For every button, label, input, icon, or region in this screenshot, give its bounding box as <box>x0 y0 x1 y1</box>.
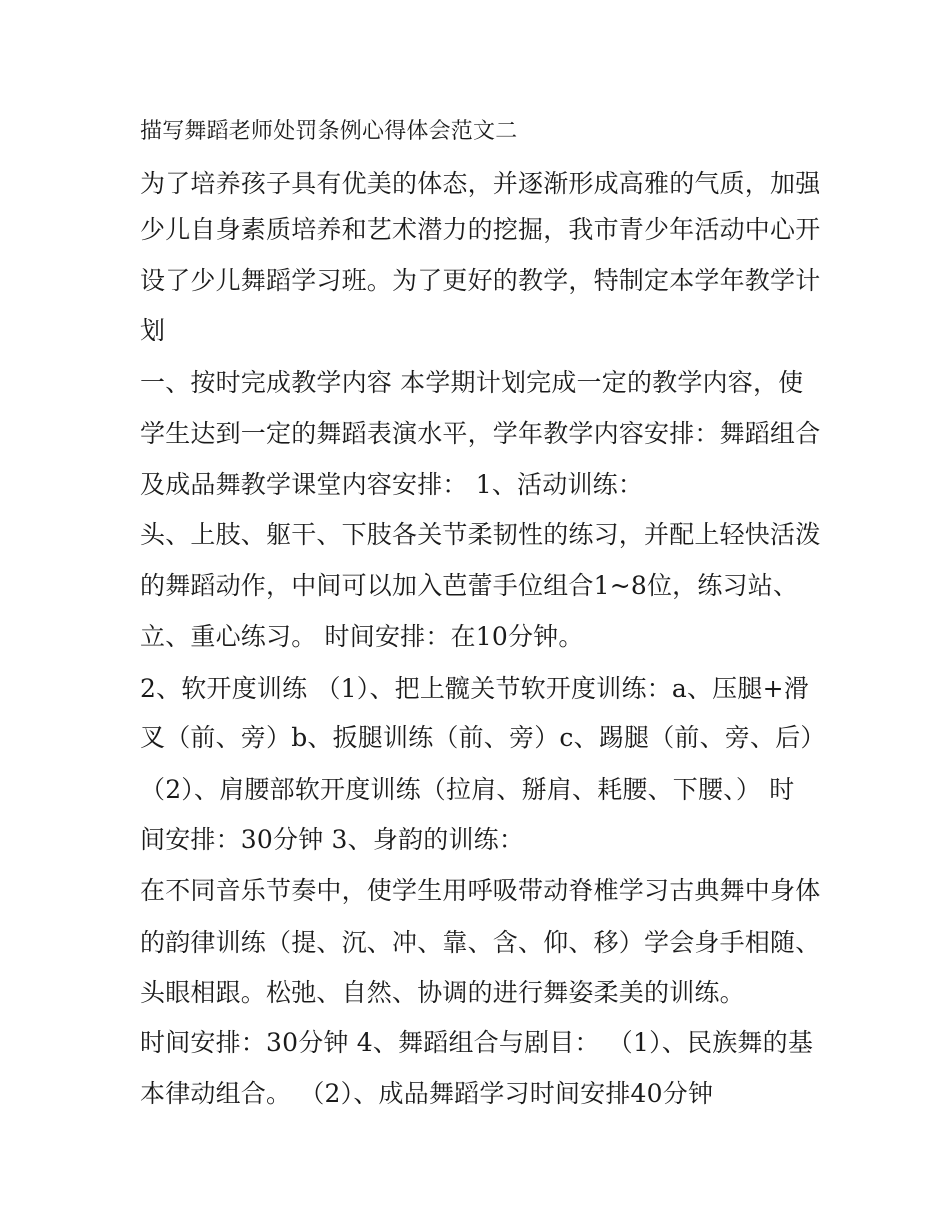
text-line: 时间安排：30分钟 4、舞蹈组合与剧目： （1）、民族舞的基 <box>140 1028 814 1057</box>
text-line: 为了培养孩子具有优美的体态，并逐渐形成高雅的气质，加强 <box>140 169 821 198</box>
text-line: 设了少儿舞蹈学习班。为了更好的教学，特制定本学年教学计 <box>140 266 821 295</box>
text-line: 叉（前、旁）b、扳腿训练（前、旁）c、踢腿（前、旁、后） <box>140 723 826 752</box>
text-line: 头、上肢、躯干、下肢各关节柔韧性的练习，并配上轻快活泼 <box>140 520 821 549</box>
text-line: 及成品舞教学课堂内容安排： 1、活动训练： <box>140 470 644 499</box>
text-line: 学生达到一定的舞蹈表演水平，学年教学内容安排：舞蹈组合 <box>140 419 821 448</box>
text-line: 一、按时完成教学内容 本学期计划完成一定的教学内容，使 <box>140 368 804 397</box>
text-line: 少儿自身素质培养和艺术潜力的挖掘，我市青少年活动中心开 <box>140 215 821 244</box>
text-line: 间安排：30分钟 3、身韵的训练： <box>140 825 525 854</box>
text-line: 2、软开度训练 （1）、把上髋关节软开度训练：a、压腿+滑 <box>140 674 809 703</box>
text-line: 本律动组合。 （2）、成品舞蹈学习时间安排40分钟 <box>140 1079 714 1108</box>
text-line: 的韵律训练（提、沉、冲、靠、含、仰、移）学会身手相随、 <box>140 928 821 957</box>
text-line: 划 <box>140 316 166 345</box>
text-line: 的舞蹈动作，中间可以加入芭蕾手位组合1~8位，练习站、 <box>140 571 799 600</box>
text-line: （2）、肩腰部软开度训练（拉肩、掰肩、耗腰、下腰、） 时 <box>140 775 795 804</box>
document-title: 描写舞蹈老师处罚条例心得体会范文二 <box>140 119 518 144</box>
text-line: 在不同音乐节奏中，使学生用呼吸带动脊椎学习古典舞中身体 <box>140 876 821 905</box>
text-line: 头眼相跟。松弛、自然、协调的进行舞姿柔美的训练。 <box>140 978 745 1007</box>
text-line: 立、重心练习。 时间安排：在10分钟。 <box>140 622 584 651</box>
